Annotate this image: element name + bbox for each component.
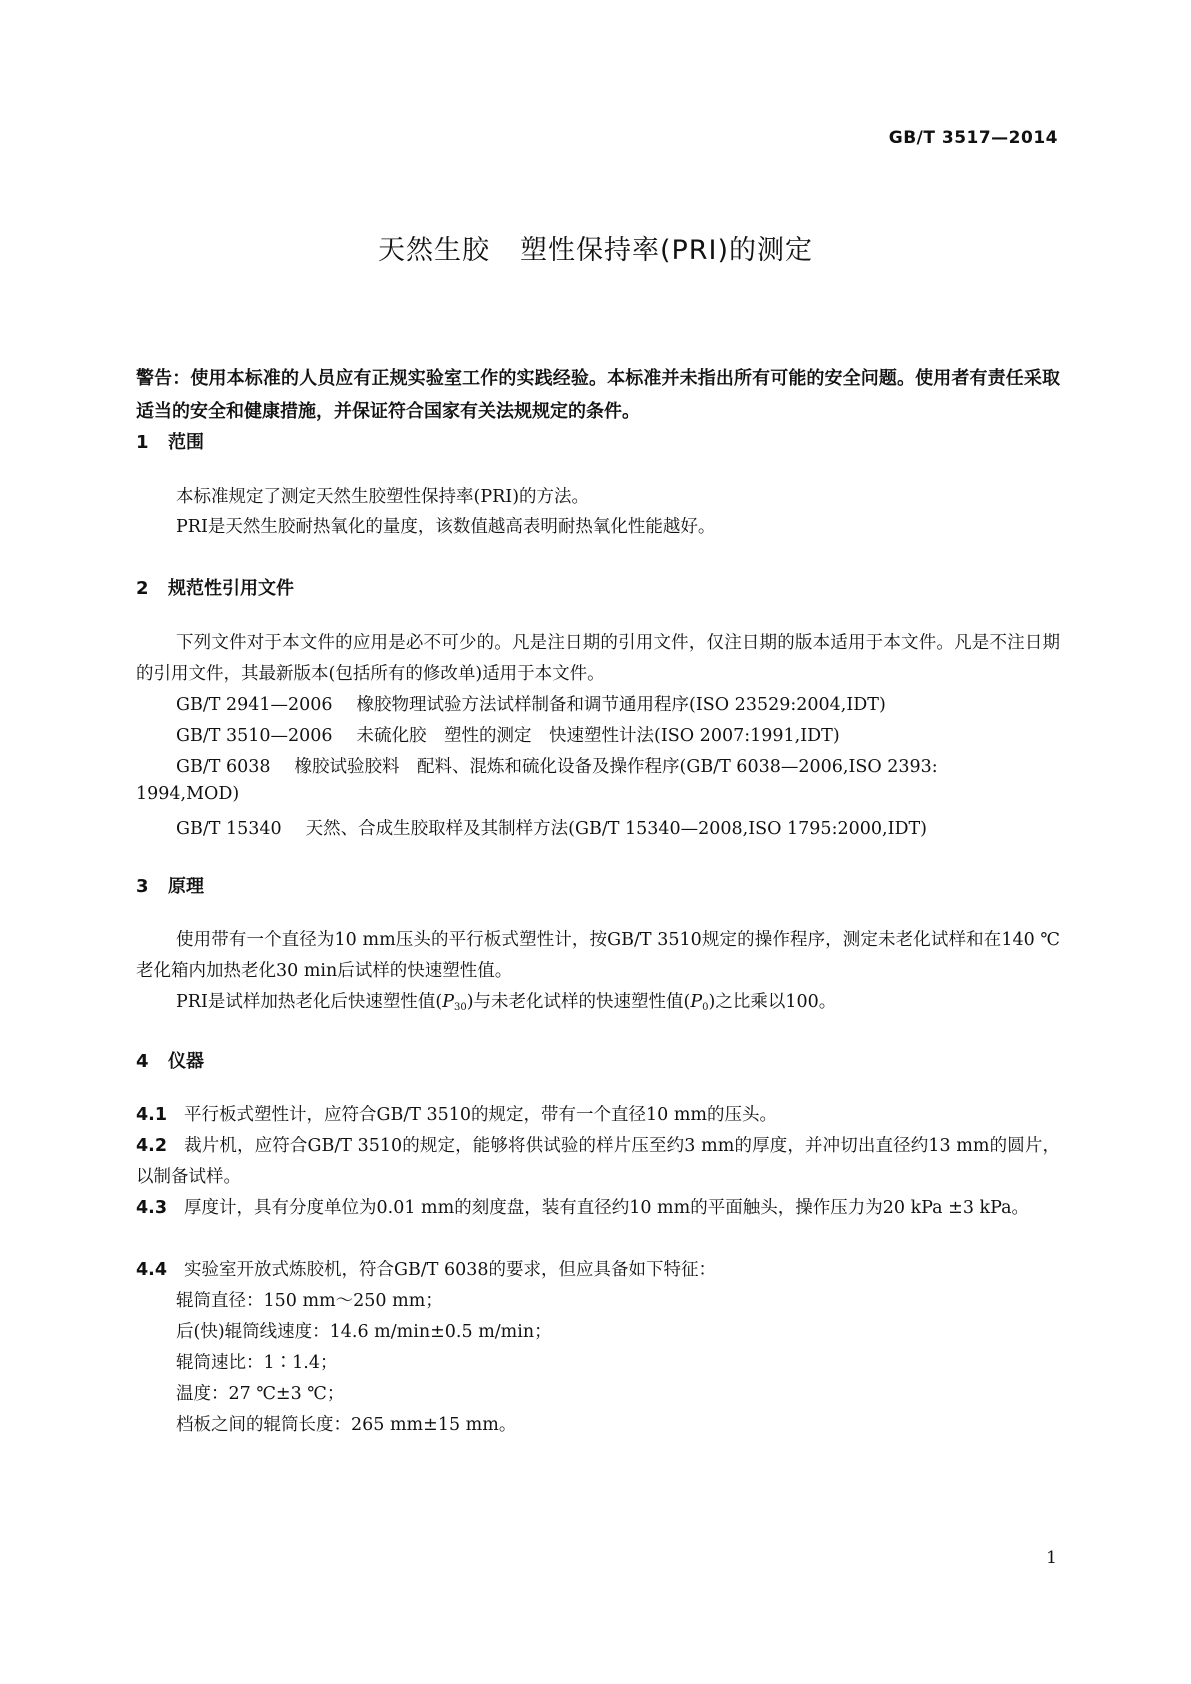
page-title xyxy=(0,228,1191,267)
section-3-para-1: 使用带有一个直径为10 mm压头的平行板式塑性计，按GB/T 3510规定的操作程序，测定未老化试样和在140 ℃老化箱内加热老化30 min后试样的快速塑性值。 xyxy=(136,930,1060,981)
symbol-p: P xyxy=(442,992,454,1012)
section-3-heading: 3 原理 xyxy=(136,876,204,897)
feature-item: 辊筒速比：1∶1.4； xyxy=(176,1353,338,1373)
feature-item: 辊筒直径：150 mm～250 mm； xyxy=(176,1291,443,1311)
standard-code: GB/T 3517—2014 xyxy=(888,128,1058,148)
title-part2: 塑性保持率(PRI)的测定 xyxy=(519,235,814,266)
section-2-para-1: 下列文件对于本文件的应用是必不可少的。凡是注日期的引用文件，仅注日期的版本适用于本文件。凡是不注日期的引用文件，其最新版本(包括所有的修改单)适用于本文件。 xyxy=(136,633,1060,684)
reference-item: GB/T 2941—2006 橡胶物理试验方法试样制备和调节通用程序(ISO 23529:2004,IDT) xyxy=(176,695,886,715)
section-1-para-2: PRI是天然生胶耐热氧化的量度，该数值越高表明耐热氧化性能越好。 xyxy=(176,517,716,537)
clause-4-3: 4.3 厚度计，具有分度单位为0.01 mm的刻度盘，装有直径约10 mm的平面触头，操作压力为20 kPa ±3 kPa。 xyxy=(136,1198,1030,1218)
symbol-subscript: 30 xyxy=(453,1002,467,1013)
reference-item-continuation: 1994,MOD) xyxy=(136,784,240,804)
section-1-heading: 1 范围 xyxy=(136,432,204,453)
title-part1: 天然生胶 xyxy=(377,235,490,266)
symbol-p: P xyxy=(690,992,703,1012)
warning-text: 警告：使用本标准的人员应有正规实验室工作的实践经验。本标准并未指出所有可能的安全问题。使用者有责任采取适当的安全和健康措施，并保证符合国家有关法规规定的条件。 xyxy=(136,368,1060,422)
feature-item: 温度：27 ℃±3 ℃； xyxy=(176,1384,345,1404)
clause-4-4: 4.4 实验室开放式炼胶机，符合GB/T 6038的要求，但应具备如下特征： xyxy=(136,1260,717,1280)
reference-item: GB/T 15340 天然、合成生胶取样及其制样方法(GB/T 15340—2008,ISO 1795:2000,IDT) xyxy=(176,819,928,839)
clause-4-2: 4.2 裁片机，应符合GB/T 3510的规定，能够将供试验的样片压至约3 mm的厚度，并冲切出直径约13 mm的圆片，以制备试样。 xyxy=(136,1136,1060,1187)
symbol-subscript: 0 xyxy=(702,1002,709,1013)
section-1-para-1: 本标准规定了测定天然生胶塑性保持率(PRI)的方法。 xyxy=(176,487,590,507)
reference-item: GB/T 6038 橡胶试验胶料 配料、混炼和硫化设备及操作程序(GB/T 6038—2006,ISO 2393: xyxy=(176,757,938,777)
section-4-heading: 4 仪器 xyxy=(136,1051,204,1072)
section-2-heading: 2 规范性引用文件 xyxy=(136,578,294,599)
clause-4-1: 4.1 平行板式塑性计，应符合GB/T 3510的规定，带有一个直径10 mm的压头。 xyxy=(136,1105,778,1125)
reference-item: GB/T 3510—2006 未硫化胶 塑性的测定 快速塑性计法(ISO 2007:1991,IDT) xyxy=(176,726,840,746)
page-number: 1 xyxy=(1046,1548,1057,1568)
section-3-para-2: PRI是试样加热老化后快速塑性值$(P_{30})$与未老化试样的快速塑性值$(P_0)$之比乘以100。 xyxy=(176,992,837,1013)
feature-item: 档板之间的辊筒长度：265 mm±15 mm。 xyxy=(176,1415,517,1435)
feature-item: 后(快)辊筒线速度：14.6 m/min±0.5 m/min； xyxy=(176,1322,552,1342)
